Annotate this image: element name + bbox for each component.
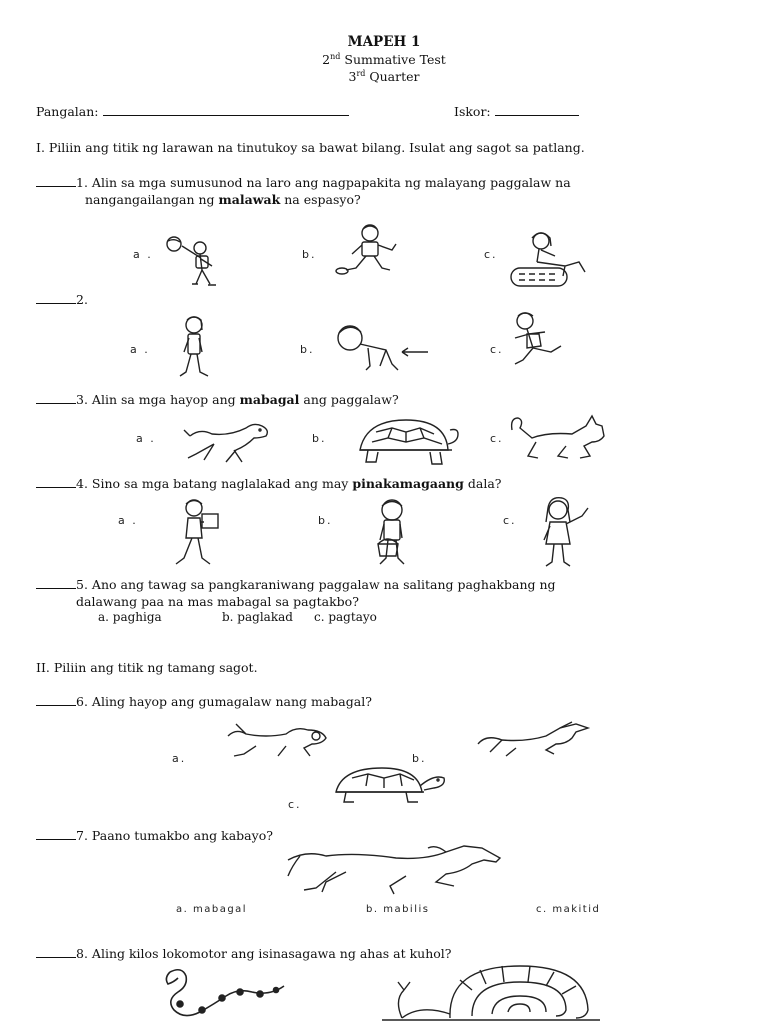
answer-blank-4[interactable] <box>36 477 76 488</box>
answer-blank-8[interactable] <box>36 947 76 958</box>
running-rabbit-illustration <box>476 720 596 760</box>
question-6 <box>36 694 372 709</box>
dog-illustration <box>180 414 276 470</box>
q5-choice-b[interactable]: b. paglakad <box>222 610 293 624</box>
q1-text-line2 <box>85 192 361 207</box>
test-ordinal: nd <box>330 52 341 61</box>
q1-option-a-label: a . <box>133 248 153 261</box>
galloping-horse-illustration <box>286 842 506 898</box>
q4-number: 4. <box>76 476 88 491</box>
question-4 <box>36 476 501 491</box>
q2-option-c-label: c. <box>490 343 504 356</box>
walking-turtle-illustration <box>330 764 448 806</box>
q4-option-c-label: c. <box>503 514 517 527</box>
turtle-illustration <box>352 414 462 472</box>
q6-option-b-label: b. <box>412 752 427 765</box>
q5-number: 5. <box>76 577 88 592</box>
score-label: Iskor: <box>454 104 491 119</box>
quarter-label: Quarter <box>369 69 420 85</box>
q3-number: 3. <box>76 392 88 407</box>
snail-illustration <box>380 960 606 1024</box>
q1-keyword: malawak <box>218 192 281 207</box>
cat-illustration <box>508 412 608 468</box>
answer-blank-2[interactable] <box>36 293 76 304</box>
test-number: 2 <box>322 52 331 68</box>
q1-text-line1: Alin sa mga sumusunod na laro ang nagpapakita ng malayang paggalaw na <box>91 175 571 190</box>
q3-option-a-label: a . <box>136 432 156 445</box>
q7-option-b[interactable]: b. mabilis <box>366 904 430 915</box>
q3-text-pre: Alin sa mga hayop ang <box>91 392 236 407</box>
q4-keyword: pinakamagaang <box>352 476 464 491</box>
q4-option-a-label: a . <box>118 514 138 527</box>
q4-text-pre: Sino sa mga batang naglalakad ang may <box>91 476 349 491</box>
q4-text-post: dala? <box>467 476 502 491</box>
q6-option-c-label: c. <box>288 798 302 811</box>
test-subtitle <box>0 52 768 67</box>
q4-option-b-label: b. <box>318 514 333 527</box>
q5-choice-a[interactable]: a. paghiga <box>98 610 162 624</box>
child-running-illustration <box>505 310 585 374</box>
child-carrying-box-illustration <box>172 498 232 570</box>
part1-instruction: I. Piliin ang titik ng larawan na tinutukoy sa bawat bilang. Isulat ang sagot sa patlang. <box>36 140 585 155</box>
quarter-subtitle <box>0 69 768 84</box>
q1-option-b-label: b. <box>302 248 317 261</box>
name-field[interactable] <box>36 104 349 119</box>
test-label: Summative Test <box>344 52 446 68</box>
quarter-ordinal: rd <box>356 69 366 78</box>
q5-choice-c[interactable]: c. pagtayo <box>314 610 377 624</box>
q6-text: Aling hayop ang gumagalaw nang mabagal? <box>91 694 372 709</box>
child-walking-illustration <box>172 314 218 380</box>
page-title: MAPEH 1 <box>347 34 421 50</box>
child-playing-ball-illustration <box>160 232 240 292</box>
q7-option-c[interactable]: c. makitid <box>536 904 601 915</box>
score-field[interactable] <box>454 104 579 119</box>
q3-keyword: mabagal <box>239 392 300 407</box>
answer-blank-1[interactable] <box>36 176 76 187</box>
question-3 <box>36 392 399 407</box>
q8-text: Aling kilos lokomotor ang isinasagawa ng ahas at kuhol? <box>91 946 452 961</box>
q2-option-b-label: b. <box>300 343 315 356</box>
q2-number: 2. <box>76 292 88 307</box>
q1-line2-post: na espasyo? <box>284 192 361 207</box>
question-5 <box>36 577 556 592</box>
q3-text-post: ang paggalaw? <box>303 392 399 407</box>
q7-number: 7. <box>76 828 88 843</box>
q3-option-b-label: b. <box>312 432 327 445</box>
q5-text-line1: Ano ang tawag sa pangkaraniwang paggalaw na salitang paghakbang ng <box>91 577 556 592</box>
question-8 <box>36 946 452 961</box>
name-blank[interactable] <box>103 105 349 116</box>
score-blank[interactable] <box>495 105 579 116</box>
question-2 <box>36 292 88 307</box>
answer-blank-5[interactable] <box>36 578 76 589</box>
q7-text: Paano tumakbo ang kabayo? <box>91 828 273 843</box>
quarter-number: 3 <box>348 69 357 85</box>
q2-option-a-label: a . <box>130 343 150 356</box>
name-label: Pangalan: <box>36 104 99 119</box>
answer-blank-6[interactable] <box>36 695 76 706</box>
q1-line2-pre: nangangailangan ng <box>85 192 215 207</box>
q6-option-a-label: a. <box>172 752 187 765</box>
snake-illustration <box>160 964 290 1022</box>
child-crawling-illustration <box>330 320 430 376</box>
q3-option-c-label: c. <box>490 432 504 445</box>
q7-option-a[interactable]: a. mabagal <box>176 904 248 915</box>
q8-number: 8. <box>76 946 88 961</box>
child-dancing-illustration <box>330 222 410 278</box>
question-1 <box>36 175 571 190</box>
part2-instruction: II. Piliin ang titik ng tamang sagot. <box>36 660 258 675</box>
answer-blank-7[interactable] <box>36 829 76 840</box>
q5-text-line2: dalawang paa na mas mabagal sa pagtakbo? <box>76 594 359 609</box>
child-carrying-bucket-illustration <box>368 498 418 570</box>
q1-number: 1. <box>76 175 88 190</box>
child-waving-illustration <box>536 496 600 572</box>
answer-blank-3[interactable] <box>36 393 76 404</box>
question-7 <box>36 828 273 843</box>
q1-option-c-label: c. <box>484 248 498 261</box>
running-dog-illustration <box>226 720 336 762</box>
child-with-keyboard-illustration <box>505 228 595 292</box>
q6-number: 6. <box>76 694 88 709</box>
